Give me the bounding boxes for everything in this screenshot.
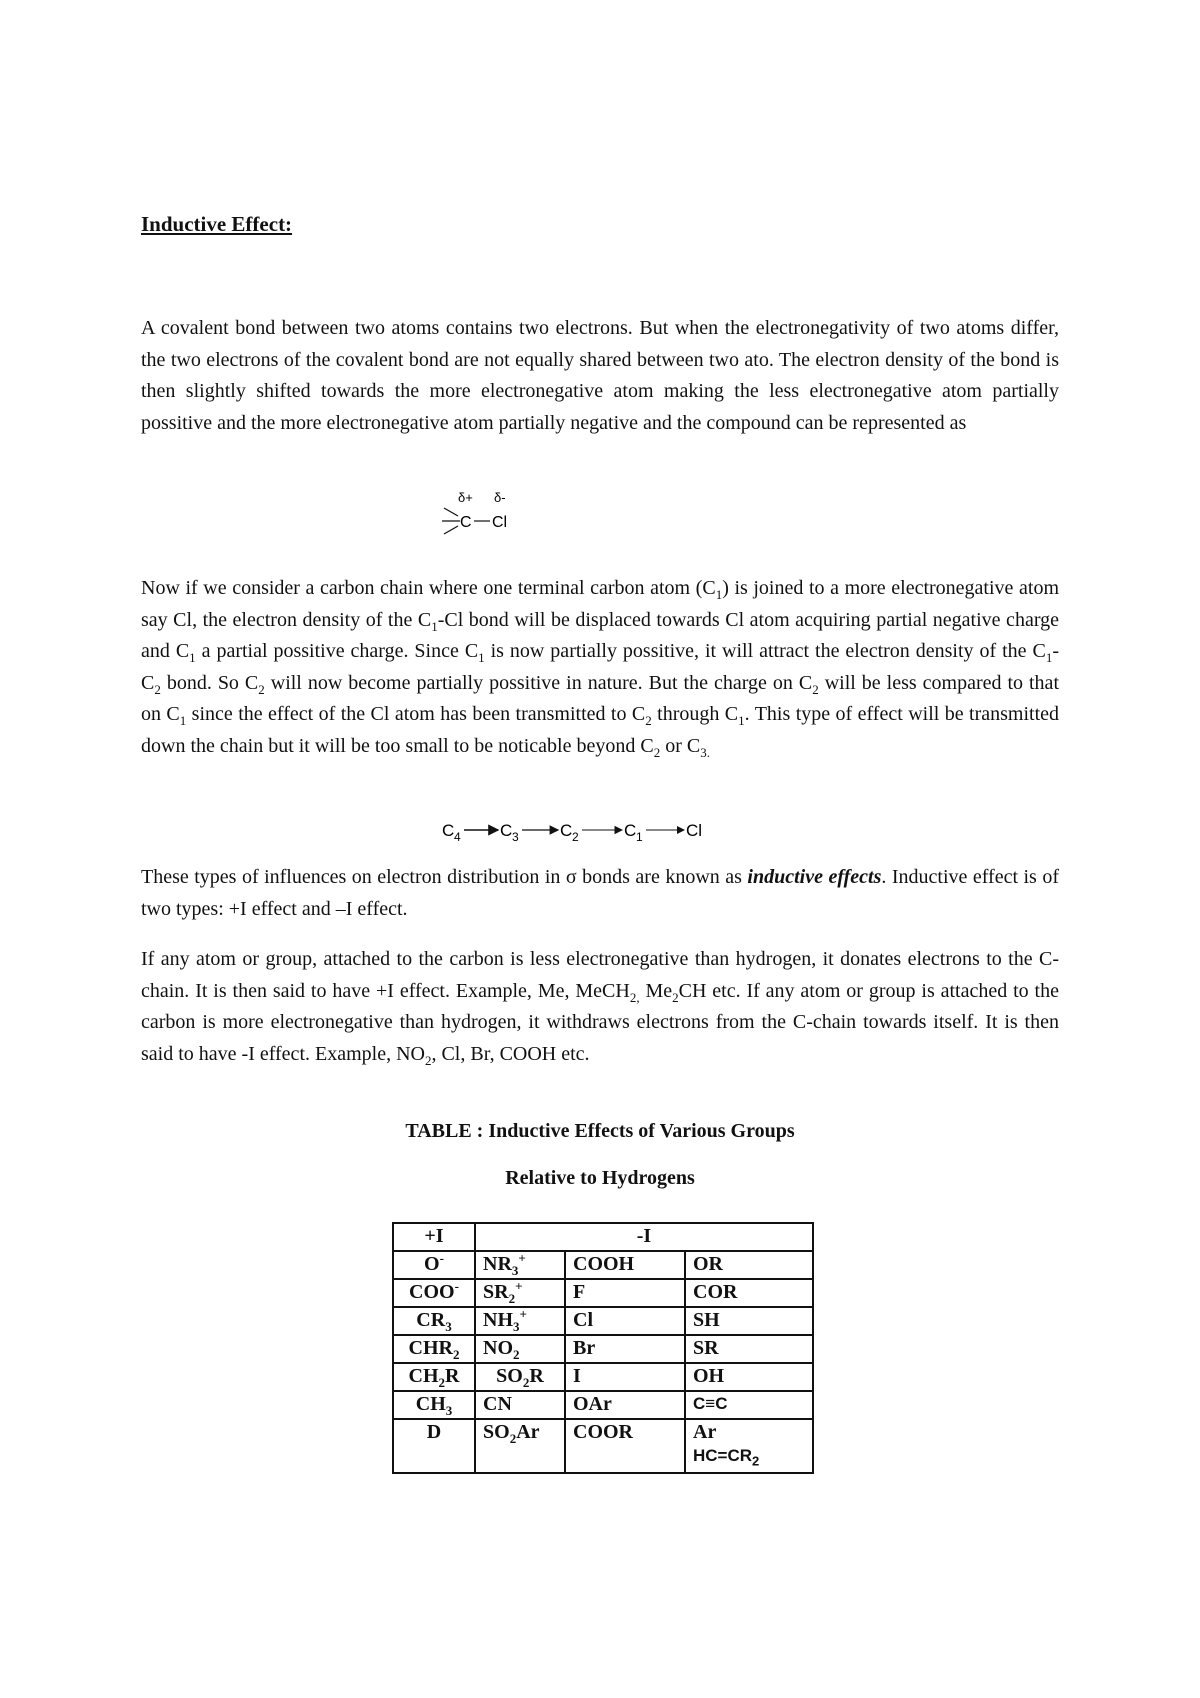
- delta-plus-label: δ+: [458, 490, 473, 505]
- chlorine-terminal: Cl: [686, 821, 703, 840]
- table-row: [393, 1363, 813, 1391]
- table-header-row: [393, 1223, 813, 1251]
- carbon-3: C: [500, 821, 513, 840]
- paragraph-carbon-chain: Now if we consider a carbon chain where one terminal carbon atom $(C_1)$ is joined to a more electronegative atom say Cl, the electron density of the $C_1-Cl$ bond will be displaced towards Cl atom acquiring partial negative charge and $C_1$ a partial possitive charge. Since $C_1$ is now partially possitive, it will attract the electron density of the $C_1-C_2$ bond. So $C_2$ will now become partially possitive in nature. But the charge on $C_2$ will be less compared to that on $C_1$ since the effect of the Cl atom has been transmitted to $C_2$ through $C_1$. This type of effect will be transmitted down the chain but it will be too small to be noticable beyond $C_2$ or $C_{3.}$: [141, 577, 1060, 760]
- table-cell: $CH_2R$: [393, 1363, 475, 1391]
- delta-minus-label: δ-: [494, 490, 506, 505]
- table-cell: COO-: [393, 1279, 475, 1307]
- table-cell: $NH_3^+$: [475, 1307, 565, 1335]
- table-row: [393, 1391, 813, 1419]
- carbon-atom: C: [460, 514, 472, 531]
- paragraph-inductive-definition: These types of influences on electron distribution in σ bonds are known as inductive effects. Inductive effect is of two types: +I effect and –I effect.: [141, 866, 1059, 920]
- paragraph-plus-minus-i: If any atom or group, attached to the carbon is less electronegative than hydrogen, it donates electrons to the C-chain. It is then said to have +I effect. Example, Me, MeCH$_{2,}$ $Me_2CH$ etc. If any atom or group is attached to the carbon is more electronegative than hydrogen, it withdraws electrons from the C-chain towards itself. It is then said to have -I effect. Example, $NO_2$, Cl, Br, COOH etc.: [141, 948, 1059, 1068]
- table-cell: C≡C: [685, 1391, 813, 1419]
- table-cell: CN: [475, 1391, 565, 1419]
- table-cell: I: [565, 1363, 685, 1391]
- chlorine-atom: Cl: [492, 514, 508, 531]
- carbon-4-index: 4: [454, 830, 461, 844]
- section-heading: Inductive Effect:: [141, 212, 293, 236]
- table-cell: $CHR_2$: [393, 1335, 475, 1363]
- table-cell: Cl: [565, 1307, 685, 1335]
- table-cell: O-: [393, 1251, 475, 1279]
- table-cell: OH: [685, 1363, 813, 1391]
- table-cell: $NR_3^+$: [475, 1251, 565, 1279]
- inductive-effects-table: [392, 1222, 814, 1474]
- carbon-2-index: 2: [572, 830, 579, 844]
- partial-charge-diagram: [430, 488, 530, 548]
- table-cell: $SO_2R$: [475, 1363, 565, 1391]
- carbon-3-index: 3: [512, 830, 519, 844]
- emphasis-inductive-effects: inductive effects: [747, 866, 882, 888]
- table-cell: $CR_3$: [393, 1307, 475, 1335]
- table-row: [393, 1335, 813, 1363]
- table-cell: $SR_2^+$: [475, 1279, 565, 1307]
- table-cell: D: [393, 1419, 475, 1473]
- table-row: [393, 1307, 813, 1335]
- table-cell: SH: [685, 1307, 813, 1335]
- inductive-chain-diagram: [440, 810, 730, 850]
- table-cell: COOR: [565, 1419, 685, 1473]
- carbon-1: C: [624, 821, 637, 840]
- table-cell: $NO_2$: [475, 1335, 565, 1363]
- table-cell: SR: [685, 1335, 813, 1363]
- table-cell: Ar $HC=CR_2$: [685, 1419, 813, 1473]
- table-cell: F: [565, 1279, 685, 1307]
- header-plus-i: +I: [393, 1223, 475, 1251]
- carbon-1-index: 1: [636, 830, 643, 844]
- table-cell: OR: [685, 1251, 813, 1279]
- table-row: [393, 1279, 813, 1307]
- table-cell: COOH: [565, 1251, 685, 1279]
- carbon-2: C: [560, 821, 573, 840]
- table-row: [393, 1251, 813, 1279]
- table-cell: COR: [685, 1279, 813, 1307]
- table-cell: Br: [565, 1335, 685, 1363]
- table-row: [393, 1419, 813, 1473]
- header-minus-i: -I: [475, 1223, 813, 1251]
- carbon-4: C: [442, 821, 455, 840]
- table-cell: $SO_2Ar$: [475, 1419, 565, 1473]
- table-cell: $CH_3$: [393, 1391, 475, 1419]
- table-caption: TABLE : Inductive Effects of Various Groups: [405, 1120, 795, 1142]
- paragraph-covalent-bond: A covalent bond between two atoms contains two electrons. But when the electronegativity of two atoms differ, the two electrons of the covalent bond are not equally shared between two ato. The electron density of the bond is then slightly shifted towards the more electronegative atom making the less electronegative atom partially possitive and the more electronegative atom partially negative and the compound can be represented as: [141, 317, 1059, 434]
- table-cell: OAr: [565, 1391, 685, 1419]
- table-subcaption: Relative to Hydrogens: [505, 1167, 695, 1189]
